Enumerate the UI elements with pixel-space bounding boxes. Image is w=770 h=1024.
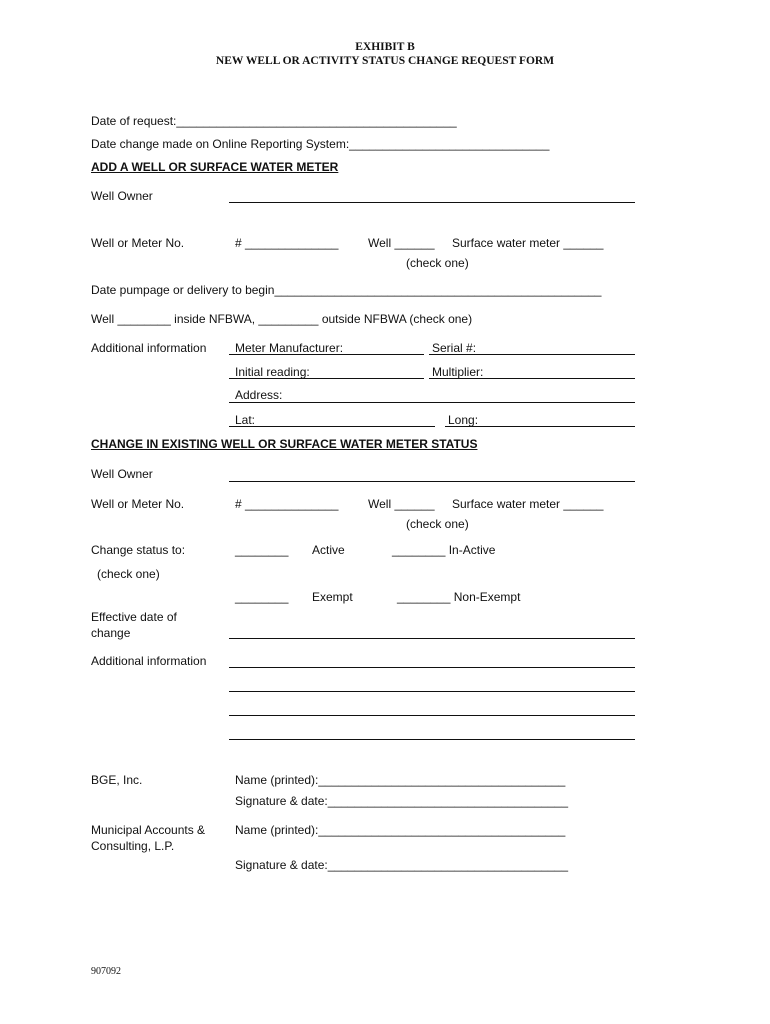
active-label: Active: [312, 543, 345, 557]
exempt-blank[interactable]: ________: [235, 590, 289, 604]
change-section-heading: CHANGE IN EXISTING WELL OR SURFACE WATER METER STATUS: [91, 437, 478, 451]
inactive-field[interactable]: ________ In-Active: [392, 543, 496, 557]
well-owner-label: Well Owner: [91, 189, 153, 203]
change-well-checkbox-field[interactable]: Well ______: [368, 497, 435, 511]
lat-label: Lat:: [235, 413, 256, 427]
municipal-name-printed-field[interactable]: Name (printed):_____________________________________: [235, 823, 566, 837]
municipal-signature-date-field[interactable]: Signature & date:____________________________________: [235, 858, 568, 872]
effective-date-input[interactable]: [229, 638, 635, 639]
meter-manufacturer-label: Meter Manufacturer:: [235, 341, 344, 355]
check-one-note: (check one): [406, 256, 469, 270]
footer-code: 907092: [91, 966, 121, 977]
long-label: Long:: [448, 413, 479, 427]
long-input[interactable]: [445, 426, 635, 427]
add-section-heading: ADD A WELL OR SURFACE WATER METER: [91, 160, 339, 174]
date-pumpage-field[interactable]: Date pumpage or delivery to begin_________________________________________________: [91, 283, 602, 297]
well-checkbox-field[interactable]: Well ______: [368, 236, 435, 250]
bge-signature-date-field[interactable]: Signature & date:____________________________________: [235, 794, 568, 808]
initial-reading-input[interactable]: [229, 378, 424, 379]
well-inside-outside-field[interactable]: Well ________ inside NFBWA, _________ outside NFBWA (check one): [91, 312, 473, 326]
lat-input[interactable]: [229, 426, 435, 427]
surface-meter-checkbox-field[interactable]: Surface water meter ______: [452, 236, 604, 250]
effective-date-label-1: Effective date of: [91, 610, 177, 624]
change-status-label: Change status to:: [91, 543, 186, 557]
well-owner-input[interactable]: [229, 202, 635, 203]
change-additional-info-label: Additional information: [91, 654, 207, 668]
exhibit-label: EXHIBIT B: [355, 41, 415, 53]
additional-info-line-3[interactable]: [229, 715, 635, 716]
change-check-one-note: (check one): [406, 517, 469, 531]
change-well-meter-no-label: Well or Meter No.: [91, 497, 185, 511]
bge-name-printed-field[interactable]: Name (printed):_____________________________________: [235, 773, 566, 787]
date-of-request-field[interactable]: Date of request:__________________________________________: [91, 114, 457, 128]
multiplier-label: Multiplier:: [432, 365, 484, 379]
effective-date-label-2: change: [91, 626, 131, 640]
multiplier-input[interactable]: [429, 378, 635, 379]
address-label: Address:: [235, 388, 283, 402]
additional-info-line-2[interactable]: [229, 691, 635, 692]
change-well-owner-input[interactable]: [229, 481, 635, 482]
date-change-field[interactable]: Date change made on Online Reporting System:______________________________: [91, 137, 550, 151]
initial-reading-label: Initial reading:: [235, 365, 310, 379]
change-surface-meter-checkbox-field[interactable]: Surface water meter ______: [452, 497, 604, 511]
exempt-label: Exempt: [312, 590, 353, 604]
change-status-check-one: (check one): [97, 567, 160, 581]
meter-manufacturer-input[interactable]: [229, 354, 424, 355]
serial-input[interactable]: [429, 354, 635, 355]
change-well-number-field[interactable]: # ______________: [235, 497, 339, 511]
well-meter-no-label: Well or Meter No.: [91, 236, 185, 250]
additional-info-line-1[interactable]: [229, 667, 635, 668]
bge-label: BGE, Inc.: [91, 773, 143, 787]
active-blank[interactable]: ________: [235, 543, 289, 557]
municipal-label-1: Municipal Accounts &: [91, 823, 206, 837]
form-title: NEW WELL OR ACTIVITY STATUS CHANGE REQUEST FORM: [215, 55, 555, 67]
additional-info-label: Additional information: [91, 341, 207, 355]
additional-info-line-4[interactable]: [229, 739, 635, 740]
nonexempt-field[interactable]: ________ Non-Exempt: [397, 590, 521, 604]
change-well-owner-label: Well Owner: [91, 467, 153, 481]
address-input[interactable]: [229, 402, 635, 403]
well-number-field[interactable]: # ______________: [235, 236, 339, 250]
serial-label: Serial #:: [432, 341, 477, 355]
municipal-label-2: Consulting, L.P.: [91, 839, 175, 853]
